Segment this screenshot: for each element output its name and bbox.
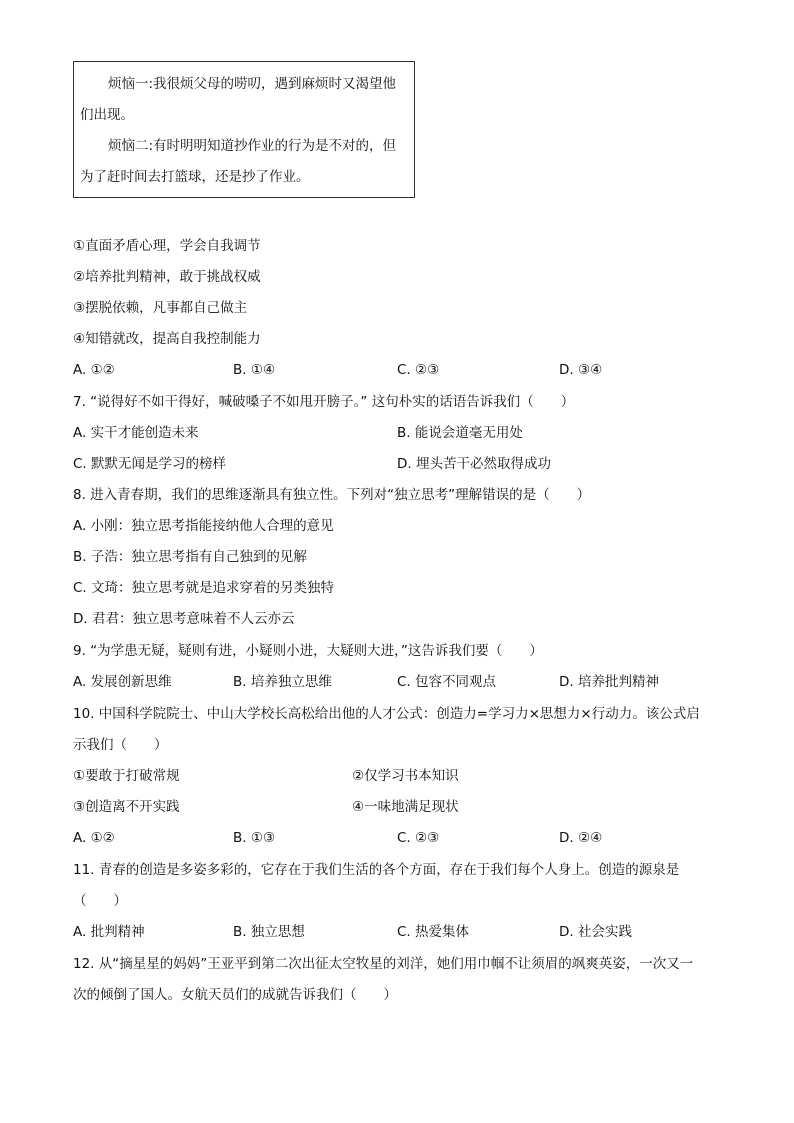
statement: ③创造离不开实践 xyxy=(73,799,180,815)
statement: ③摆脱依赖，凡事都自己做主 xyxy=(73,300,248,316)
option-a: A. 实干才能创造未来 xyxy=(73,425,199,441)
quote-line: 烦恼二:有时明明知道抄作业的行为是不对的，但 xyxy=(108,138,397,154)
option-b: B. 独立思想 xyxy=(233,924,305,940)
option-d: D. ②④ xyxy=(559,830,603,846)
option-d: D. ③④ xyxy=(559,362,603,378)
option-a: A. 发展创新思维 xyxy=(73,674,172,690)
option-d: D. 埋头苦干必然取得成功 xyxy=(397,456,551,472)
quote-box xyxy=(73,61,415,198)
question-stem: 示我们（ ） xyxy=(73,737,168,753)
statement: ②仅学习书本知识 xyxy=(352,768,459,784)
question-stem: 9. “为学患无疑，疑则有进，小疑则小进，大疑则大进，”这告诉我们要（ ） xyxy=(73,643,543,659)
question-stem: 7. “说得好不如干得好，喊破嗓子不如甩开膀子。” 这句朴实的话语告诉我们（ ） xyxy=(73,394,575,410)
option-b: B. 子浩：独立思考指有自己独到的见解 xyxy=(73,549,307,565)
option-d: D. 社会实践 xyxy=(559,924,632,940)
option-a: A. ①② xyxy=(73,830,115,846)
option-c: C. ②③ xyxy=(397,362,440,378)
statement: ①直面矛盾心理，学会自我调节 xyxy=(73,238,261,254)
statement: ②培养批判精神，敢于挑战权威 xyxy=(73,269,261,285)
option-c: C. 热爱集体 xyxy=(397,924,470,940)
statement: ④一味地满足现状 xyxy=(352,799,459,815)
quote-line: 为了赶时间去打篮球，还是抄了作业。 xyxy=(80,169,310,185)
option-b: B. 能说会道毫无用处 xyxy=(397,425,523,441)
option-a: A. 批判精神 xyxy=(73,924,145,940)
question-stem: 10. 中国科学院院士、中山大学校长高松给出他的人才公式：创造力=学习力×思想力×行动力。该公式启 xyxy=(73,706,700,722)
quote-line: 们出现。 xyxy=(80,107,134,123)
option-d: D. 培养批判精神 xyxy=(559,674,659,690)
option-b: B. ①④ xyxy=(233,362,276,378)
option-b: B. 培养独立思维 xyxy=(233,674,332,690)
question-stem: 11. 青春的创造是多姿多彩的，它存在于我们生活的各个方面，存在于我们每个人身上。创造的源泉是 xyxy=(73,862,680,878)
option-b: B. ①③ xyxy=(233,830,276,846)
option-c: C. 包容不同观点 xyxy=(397,674,497,690)
question-stem: 8. 进入青春期，我们的思维逐渐具有独立性。下列对“独立思考”理解错误的是（ ） xyxy=(73,487,591,503)
quote-line: 烦恼一:我很烦父母的唠叨，遇到麻烦时又渴望他 xyxy=(108,76,397,92)
question-stem: （ ） xyxy=(73,893,127,909)
question-stem: 次的倾倒了国人。女航天员们的成就告诉我们（ ） xyxy=(73,987,397,1003)
option-c: C. 文琦：独立思考就是追求穿着的另类独特 xyxy=(73,580,335,596)
option-a: A. ①② xyxy=(73,362,115,378)
option-c: C. 默默无闻是学习的榜样 xyxy=(73,456,227,472)
option-a: A. 小刚：独立思考指能接纳他人合理的意见 xyxy=(73,518,334,534)
option-c: C. ②③ xyxy=(397,830,440,846)
question-stem: 12. 从“摘星星的妈妈”王亚平到第二次出征太空牧星的刘洋，她们用巾帼不让须眉的飒爽英姿，一次又一 xyxy=(73,956,694,972)
option-d: D. 君君：独立思考意味着不人云亦云 xyxy=(73,611,295,627)
statement: ④知错就改，提高自我控制能力 xyxy=(73,331,261,347)
statement: ①要敢于打破常规 xyxy=(73,768,180,784)
